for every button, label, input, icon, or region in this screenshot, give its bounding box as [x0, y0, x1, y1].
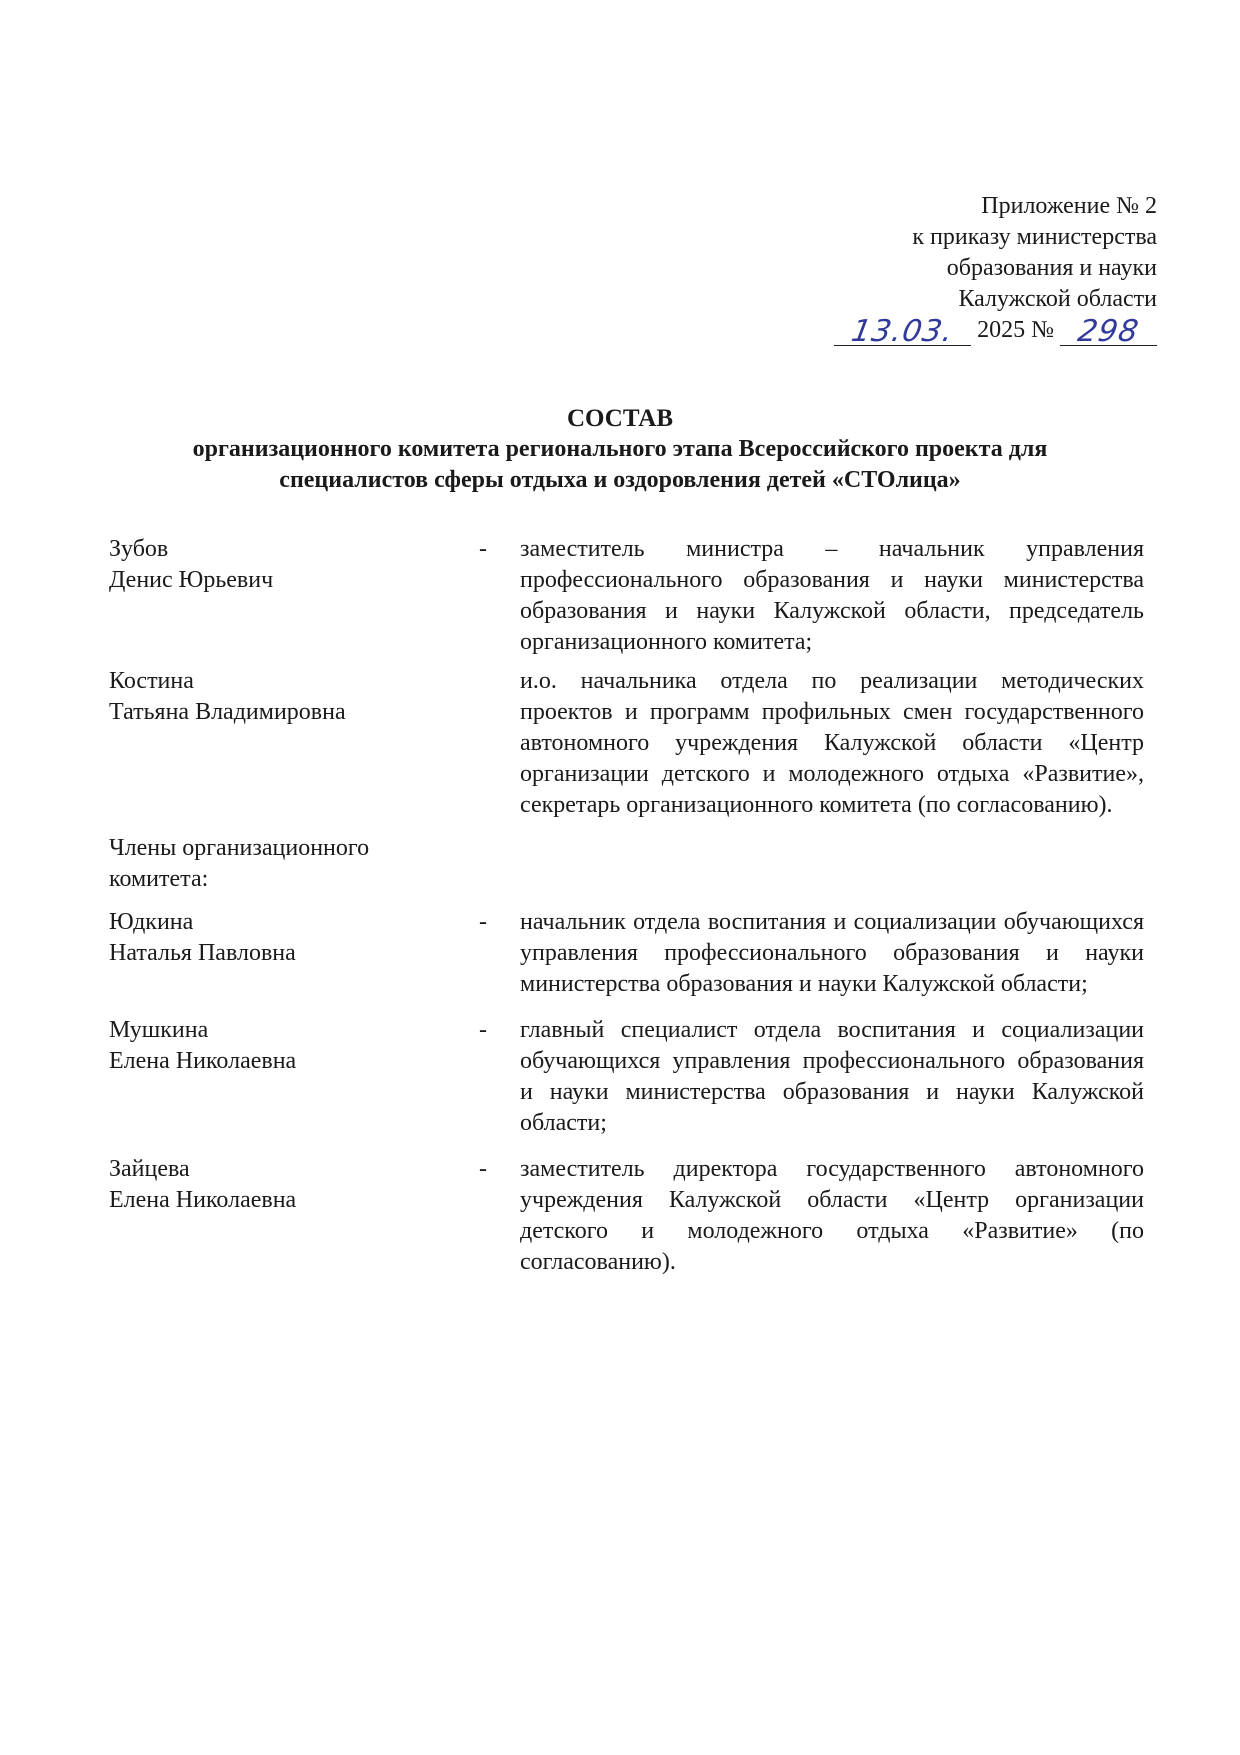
member-name	[109, 1154, 479, 1216]
member-row	[109, 666, 1147, 821]
member-dash: -	[479, 1017, 487, 1043]
member-row	[109, 1015, 1147, 1139]
appendix-header	[834, 191, 1157, 349]
member-row	[109, 907, 1147, 1000]
order-date-handwritten: 13.03.	[848, 314, 957, 349]
appendix-region: Калужской области	[958, 286, 1157, 312]
member-row	[109, 534, 1147, 658]
member-role: начальник отдела воспитания и социализации обучающихся управления профессионального образования и науки министерства образования и науки Калужской области;	[520, 909, 1144, 997]
member-role: главный специалист отдела воспитания и социализации обучающихся управления профессионального образования и науки министерства образования и науки Калужской области;	[520, 1017, 1144, 1136]
member-given-name: Елена Николаевна	[109, 1048, 297, 1074]
member-dash: -	[479, 909, 487, 935]
document-title-block	[0, 403, 1240, 496]
appendix-title: Приложение № 2	[981, 193, 1157, 219]
member-given-name: Елена Николаевна	[109, 1187, 297, 1213]
member-name	[109, 907, 479, 969]
member-surname: Зайцева	[109, 1156, 190, 1182]
member-dash: -	[479, 1156, 487, 1182]
document-title: СОСТАВ	[566, 405, 674, 432]
member-role: заместитель министра – начальник управления профессионального образования и науки министерства образования и науки Калужской области, председатель организационного комитета;	[520, 536, 1144, 655]
appendix-ministry: образования и науки	[946, 255, 1157, 281]
order-number-handwritten: 298	[1075, 314, 1142, 349]
member-dash: -	[479, 536, 487, 562]
member-given-name: Татьяна Владимировна	[109, 699, 346, 725]
member-surname: Зубов	[109, 536, 169, 562]
member-surname: Мушкина	[109, 1017, 209, 1043]
order-date-number	[834, 314, 1157, 349]
document-subtitle: организационного комитета регионального этапа Всероссийского проекта для специалистов сферы отдыха и оздоровления детей «СТОлица»	[192, 436, 1048, 493]
member-row	[109, 1154, 1147, 1278]
member-given-name: Денис Юрьевич	[109, 567, 274, 593]
member-surname: Костина	[109, 668, 194, 694]
appendix-order-ref: к приказу министерства	[912, 224, 1157, 250]
order-year-text: 2025 №	[977, 317, 1054, 343]
member-surname: Юдкина	[109, 909, 194, 935]
order-date-blank	[834, 314, 971, 349]
member-name	[109, 534, 479, 596]
order-number-blank	[1060, 314, 1157, 349]
member-role: заместитель директора государственного автономного учреждения Калужской области «Центр организации детского и молодежного отдыха «Развитие» (по согласованию).	[520, 1156, 1144, 1275]
committee-list	[109, 534, 1147, 1278]
member-name	[109, 666, 479, 728]
member-given-name: Наталья Павловна	[109, 940, 296, 966]
group-label-row	[109, 833, 1147, 895]
committee-members-label: Члены организационного комитета:	[109, 835, 370, 892]
member-name	[109, 1015, 479, 1077]
member-role: и.о. начальника отдела по реализации методических проектов и программ профильных смен государственного автономного учреждения Калужской области «Центр организации детского и молодежного отдыха «Развитие», секретарь организационного комитета (по согласованию).	[520, 668, 1144, 818]
